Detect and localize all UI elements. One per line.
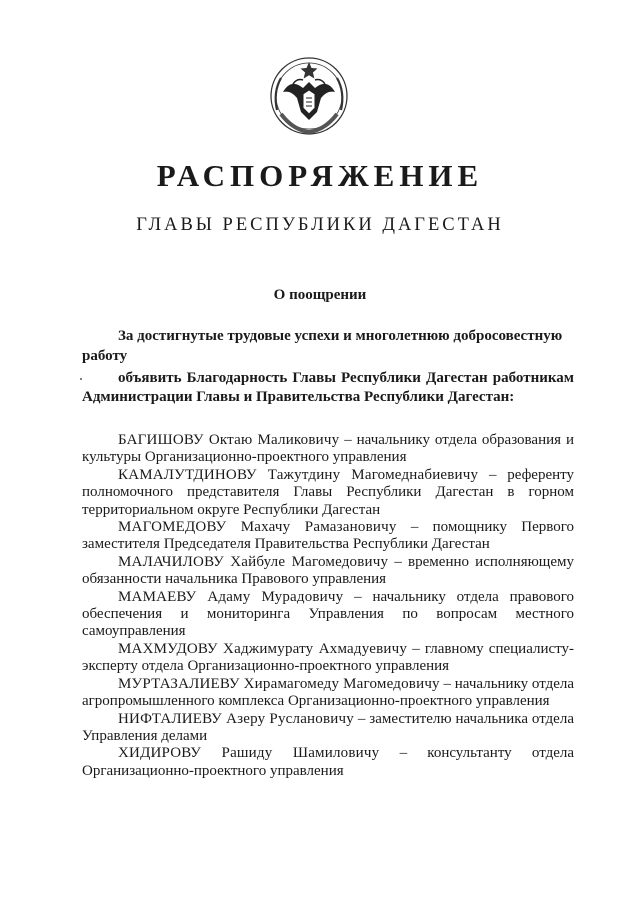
document-heading: О поощрении — [273, 287, 367, 303]
recipient-name: ХИДИРОВУ Рашиду Шамиловичу — [118, 745, 380, 762]
recipient-position: – начальнику отдела образования и культуры Организационно-проектного управления — [82, 432, 574, 466]
recipient-position: – заместителю начальника отдела Управления делами — [82, 710, 574, 744]
recipient-position: – консультанту отдела Организационно-проектного управления — [82, 745, 575, 779]
dagestan-coat-of-arms-icon — [263, 48, 355, 140]
recipient-name: МАМАЕВУ Адаму Мурадовичу — [118, 588, 344, 605]
recipient-position: – начальнику отдела агропромышленного комплекса Организационно-проектного управления — [82, 675, 575, 710]
document-subtitle: ГЛАВЫ РЕСПУБЛИКИ ДАГЕСТАН — [136, 215, 504, 235]
list-item — [82, 676, 574, 711]
recipient-name: НИФТАЛИЕВУ Азеру Руслановичу — [118, 710, 354, 727]
list-item — [82, 432, 574, 467]
recipient-name: МАХМУДОВУ Хаджимурату Ахмадуевичу — [118, 640, 408, 657]
recipient-position: – помощнику Первого заместителя Председателя Правительства Республики Дагестан — [82, 519, 575, 553]
recipient-name: МАЛАЧИЛОВУ Хайбуле Магомедовичу — [118, 553, 389, 570]
document-title: РАСПОРЯЖЕНИЕ — [156, 158, 484, 193]
recipient-position: – главному специалисту-эксперту отдела Организационно-проектного управления — [82, 640, 575, 675]
recipient-position: – временно исполняющему обязанности начальника Правового управления — [82, 553, 574, 588]
recipient-name: МУРТАЗАЛИЕВУ Хирамагомеду Магомедовичу — [118, 675, 440, 692]
recipient-name: МАГОМЕДОВУ Махачу Рамазановичу — [118, 519, 397, 536]
recipient-position: – начальнику отдела правового обеспечения и мониторинга Управления по вопросам местного самоуправления — [82, 588, 574, 640]
recipient-name: БАГИШОВУ Октаю Маликовичу — [118, 432, 340, 448]
list-item — [82, 745, 574, 780]
list-item — [82, 589, 574, 641]
list-item — [82, 554, 574, 589]
recipient-list — [82, 432, 574, 780]
list-item — [82, 519, 574, 554]
list-item — [82, 467, 574, 519]
award-announcement: объявить Благодарность Главы Республики Дагестан работникам Администрации Главы и Правительства Республики Дагестан: — [82, 370, 574, 405]
recipient-position: – референту полномочного представителя Главы Республики Дагестан в горном территориальном округе Республики Дагестан — [82, 466, 574, 518]
list-item — [82, 711, 574, 746]
recipient-name: КАМАЛУТДИНОВУ Тажутдину Магомеднабиевичу — [118, 466, 479, 483]
list-item — [82, 641, 574, 676]
award-reason: За достигнутые трудовые успехи и многолетнюю добросовестную работу — [82, 328, 563, 364]
